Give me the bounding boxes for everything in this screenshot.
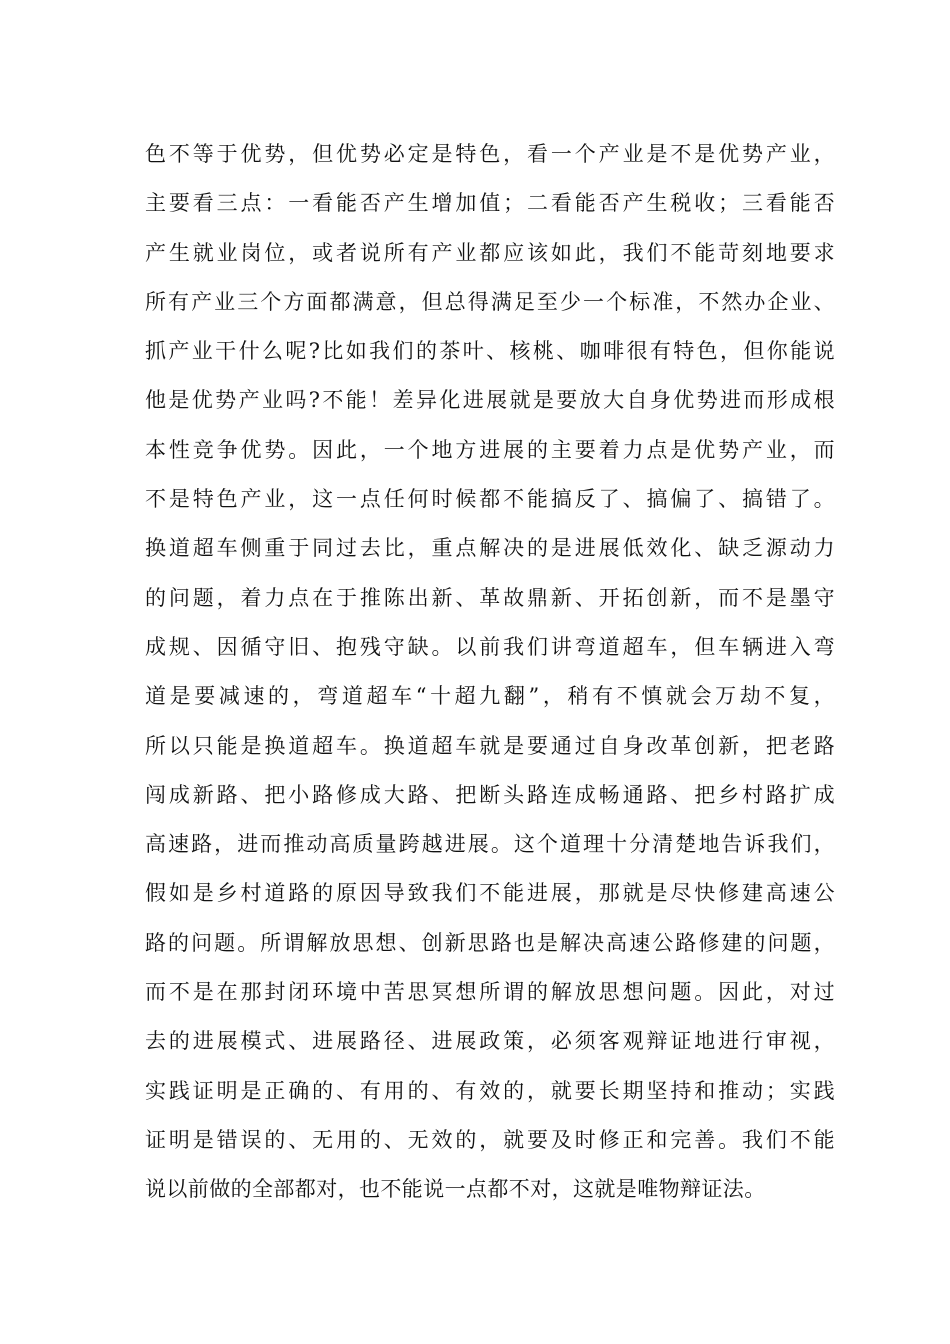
text-line: 证明是错误的、无用的、无效的，就要及时修正和完善。我们不能 [145, 1127, 835, 1152]
text-line: 高速路，进而推动高质量跨越进展。这个道理十分清楚地告诉我们， [145, 832, 835, 857]
text-line: 假如是乡村道路的原因导致我们不能进展，那就是尽快修建高速公 [145, 881, 835, 906]
text-line: 不是特色产业，这一点任何时候都不能搞反了、搞偏了、搞错了。 [145, 487, 835, 512]
text-line: 道是要减速的，弯道超车“十超九翻”，稍有不慎就会万劫不复， [145, 684, 835, 709]
text-line: 说以前做的全部都对，也不能说一点都不对，这就是唯物辩证法。 [145, 1177, 766, 1202]
text-line: 去的进展模式、进展路径、进展政策，必须客观辩证地进行审视， [145, 1029, 835, 1054]
text-line: 抓产业干什么呢?比如我们的茶叶、核桃、咖啡很有特色，但你能说 [145, 339, 835, 364]
text-line: 路的问题。所谓解放思想、创新思路也是解决高速公路修建的问题， [145, 930, 835, 955]
body-text [145, 130, 835, 1215]
text-line: 的问题，着力点在于推陈出新、革故鼎新、开拓创新，而不是墨守 [145, 585, 835, 610]
text-line: 而不是在那封闭环境中苦思冥想所谓的解放思想问题。因此，对过 [145, 980, 835, 1005]
text-line: 闯成新路、把小路修成大路、把断头路连成畅通路、把乡村路扩成 [145, 782, 835, 807]
text-line: 本性竞争优势。因此，一个地方进展的主要着力点是优势产业，而 [145, 437, 835, 462]
text-line: 产生就业岗位，或者说所有产业都应该如此，我们不能苛刻地要求 [145, 240, 835, 265]
text-line: 换道超车侧重于同过去比，重点解决的是进展低效化、缺乏源动力 [145, 536, 835, 561]
text-line: 实践证明是正确的、有用的、有效的，就要长期坚持和推动；实践 [145, 1078, 835, 1103]
text-line: 主要看三点：一看能否产生增加值；二看能否产生税收；三看能否 [145, 191, 835, 216]
text-line: 所有产业三个方面都满意，但总得满足至少一个标准，不然办企业、 [145, 289, 835, 314]
text-line: 成规、因循守旧、抱残守缺。以前我们讲弯道超车，但车辆进入弯 [145, 634, 835, 659]
text-line: 所以只能是换道超车。换道超车就是要通过自身改革创新，把老路 [145, 733, 835, 758]
text-line: 他是优势产业吗?不能！差异化进展就是要放大自身优势进而形成根 [145, 388, 835, 413]
text-line: 色不等于优势，但优势必定是特色，看一个产业是不是优势产业， [145, 142, 835, 166]
